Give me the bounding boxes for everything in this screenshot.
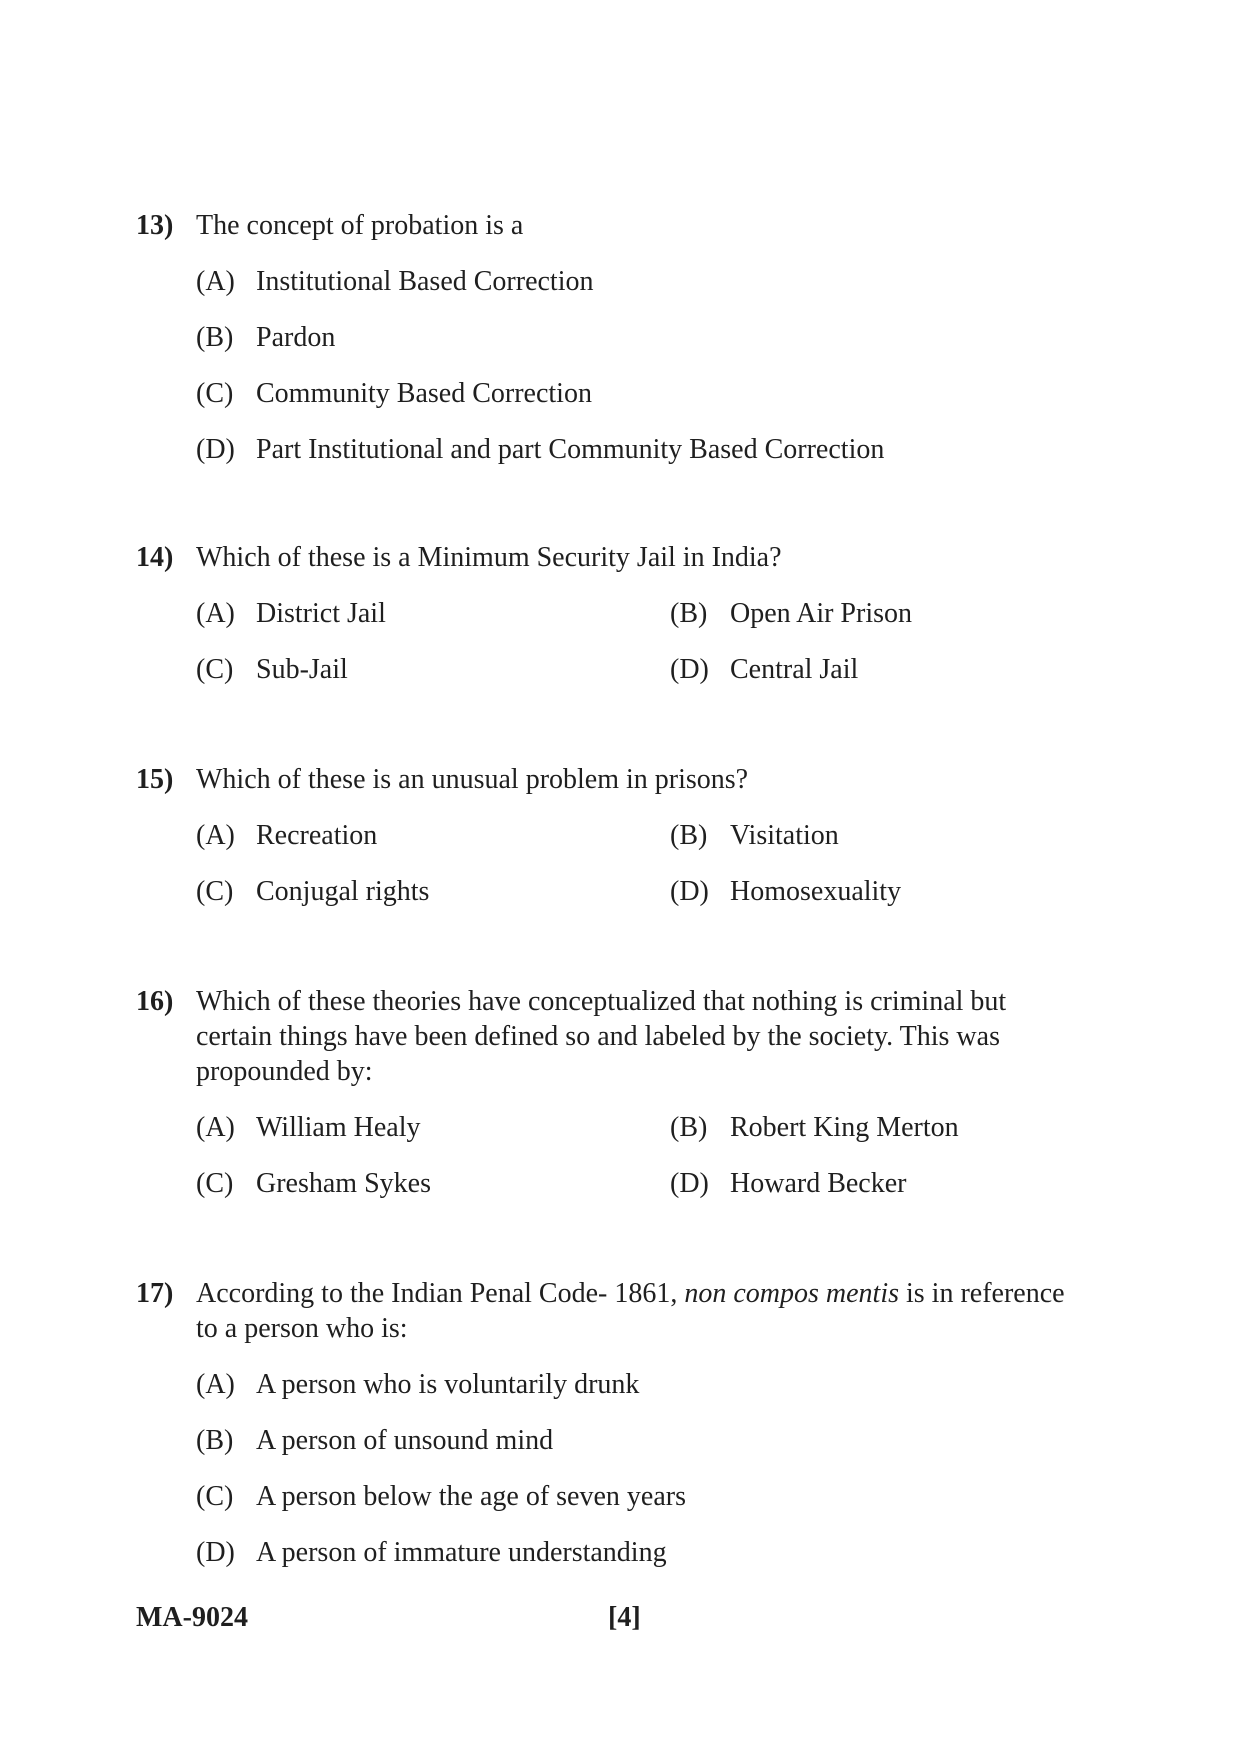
option-text: Pardon: [256, 322, 336, 353]
question-number: 13): [136, 210, 174, 241]
page-number: [4]: [608, 1602, 641, 1633]
question-text: Which of these is a Minimum Security Jail in India?: [196, 542, 782, 573]
options-list: [196, 1367, 1086, 1570]
option-text: Conjugal rights: [256, 876, 430, 907]
options-grid: [196, 818, 1086, 909]
option-letter: (A): [196, 1112, 235, 1143]
option-text: Central Jail: [730, 654, 859, 685]
option-text: Part Institutional and part Community Based Correction: [256, 434, 885, 465]
option-c: [196, 1479, 1086, 1514]
option-letter: (C): [196, 876, 234, 907]
option-b: [670, 596, 1086, 631]
option-letter: (C): [196, 1481, 234, 1512]
option-letter: (C): [196, 378, 234, 409]
option-a: [196, 818, 670, 853]
question-text: The concept of probation is a: [196, 210, 524, 241]
option-b: [670, 1110, 1086, 1145]
question-text-start: According to the Indian Penal Code- 1861,: [196, 1278, 685, 1309]
question-number: 15): [136, 764, 174, 795]
option-text: District Jail: [256, 598, 386, 629]
option-letter: (B): [196, 1425, 234, 1456]
question-number: 16): [136, 986, 174, 1017]
option-d: [670, 652, 1086, 687]
question-14: [136, 540, 1086, 687]
option-letter: (D): [670, 654, 709, 685]
option-c: [196, 1166, 670, 1201]
option-text: William Healy: [256, 1112, 421, 1143]
option-letter: (D): [196, 1537, 235, 1568]
option-a: [196, 596, 670, 631]
option-letter: (A): [196, 598, 235, 629]
question-number: 17): [136, 1278, 174, 1309]
option-letter: (B): [196, 322, 234, 353]
option-a: [196, 264, 1086, 299]
option-c: [196, 376, 1086, 411]
option-letter: (A): [196, 266, 235, 297]
option-text: Sub-Jail: [256, 654, 348, 685]
option-text: Gresham Sykes: [256, 1168, 431, 1199]
options-grid: [196, 596, 1086, 687]
option-text: A person below the age of seven years: [256, 1481, 686, 1512]
option-b: [196, 1423, 1086, 1458]
option-c: [196, 652, 670, 687]
paper-code: MA-9024: [136, 1602, 248, 1633]
option-d: [196, 1535, 1086, 1570]
option-text: A person of unsound mind: [256, 1425, 554, 1456]
option-letter: (C): [196, 654, 234, 685]
option-d: [670, 1166, 1086, 1201]
option-text: Recreation: [256, 820, 378, 851]
option-text: Homosexuality: [730, 876, 902, 907]
question-text-end: is in reference to a person who is:: [196, 1278, 1065, 1344]
option-letter: (C): [196, 1168, 234, 1199]
question-17: [136, 1276, 1086, 1570]
option-text: Open Air Prison: [730, 598, 912, 629]
question-15: [136, 762, 1086, 909]
question-number: 14): [136, 542, 174, 573]
option-letter: (A): [196, 1369, 235, 1400]
latin-term: non compos mentis: [684, 1278, 899, 1309]
option-b: [670, 818, 1086, 853]
option-letter: (D): [670, 876, 709, 907]
option-a: [196, 1110, 670, 1145]
option-text: Howard Becker: [730, 1168, 907, 1199]
option-text: Visitation: [730, 820, 839, 851]
option-text: A person who is voluntarily drunk: [256, 1369, 640, 1400]
option-letter: (B): [670, 820, 708, 851]
option-d: [196, 432, 1086, 467]
option-letter: (B): [670, 598, 708, 629]
option-letter: (D): [196, 434, 235, 465]
option-text: Institutional Based Correction: [256, 266, 594, 297]
option-a: [196, 1367, 1086, 1402]
options-list: [196, 264, 1086, 467]
option-letter: (A): [196, 820, 235, 851]
question-13: [136, 208, 1086, 467]
option-text: Community Based Correction: [256, 378, 592, 409]
option-text: Robert King Merton: [730, 1112, 959, 1143]
question-16: [136, 984, 1086, 1201]
option-letter: (B): [670, 1112, 708, 1143]
option-b: [196, 320, 1086, 355]
question-text: Which of these is an unusual problem in prisons?: [196, 764, 749, 795]
option-text: A person of immature understanding: [256, 1537, 667, 1568]
question-text: Which of these theories have conceptualized that nothing is criminal but certain things have been defined so and labeled by the society. This was propounded by:: [196, 986, 1007, 1087]
page-footer: [136, 1602, 1086, 1642]
option-letter: (D): [670, 1168, 709, 1199]
option-c: [196, 874, 670, 909]
question-text: [196, 1276, 1086, 1346]
options-grid: [196, 1110, 1086, 1201]
option-d: [670, 874, 1086, 909]
